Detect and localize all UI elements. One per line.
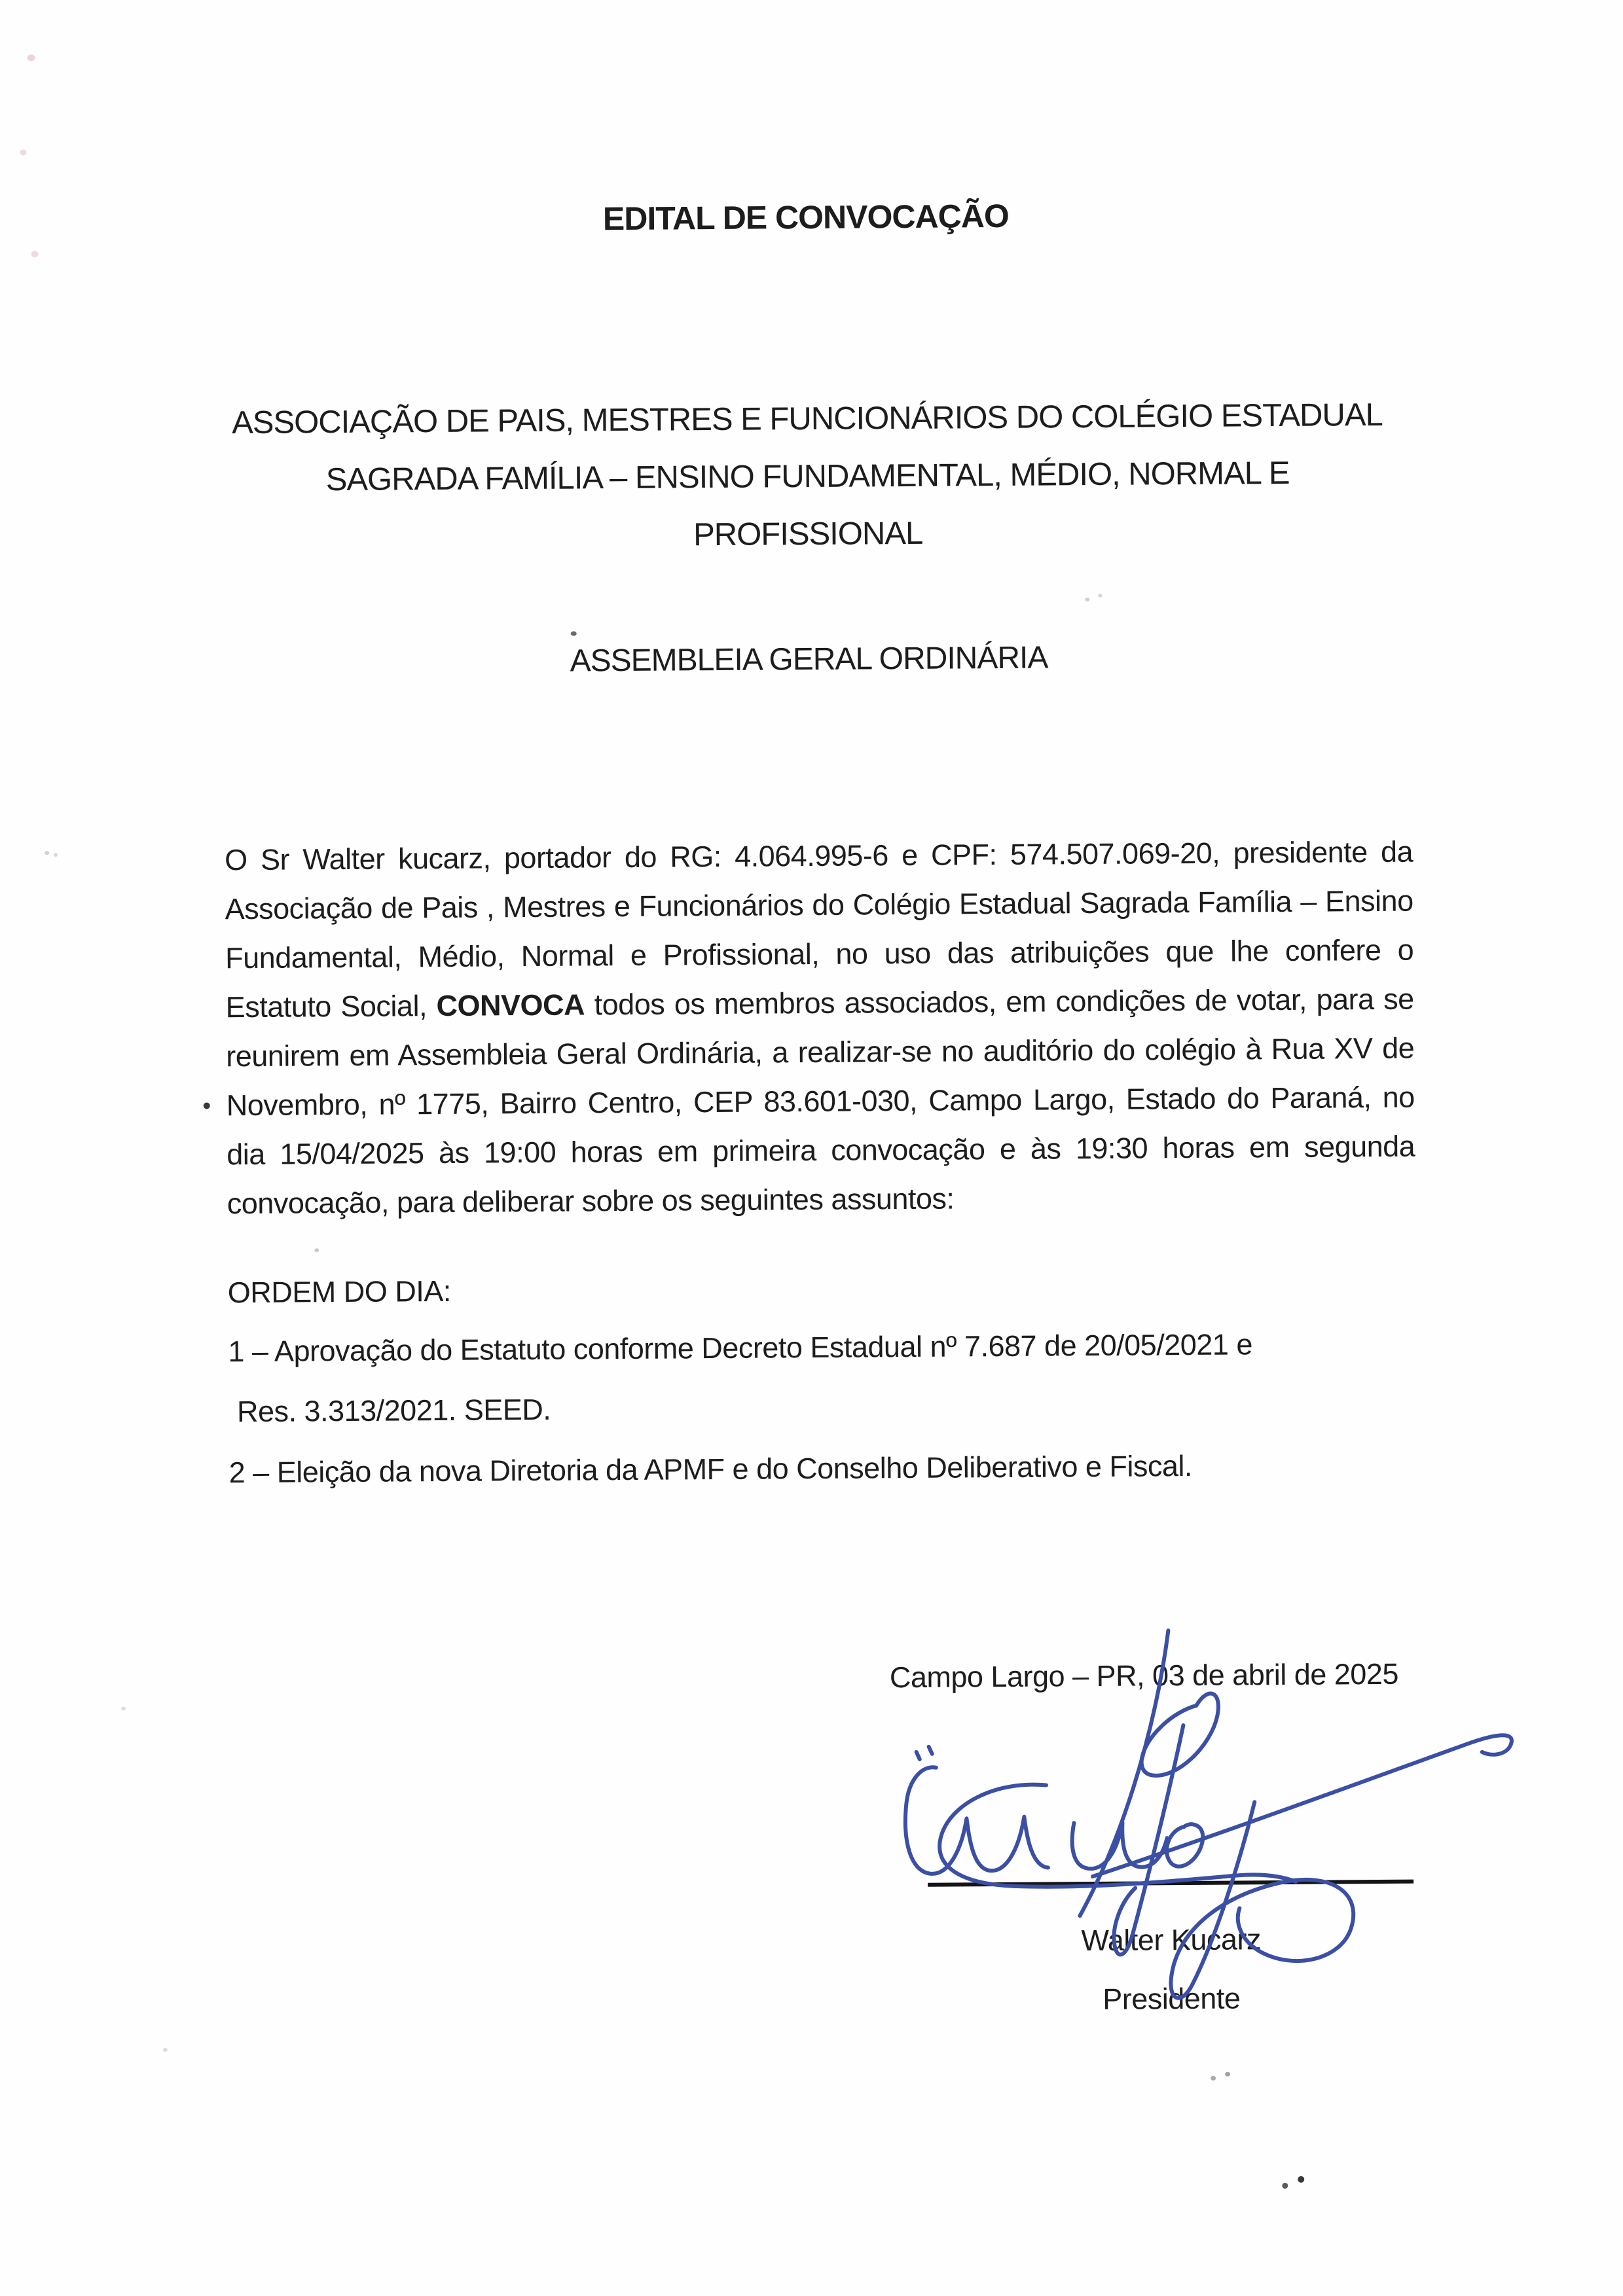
organization-name-line: PROFISSIONAL (693, 515, 923, 553)
agenda-item: Res. 3.313/2021. SEED. (236, 1392, 551, 1429)
document-title: EDITAL DE CONVOCAÇÃO (602, 197, 1009, 238)
meeting-type-heading: ASSEMBLEIA GERAL ORDINÁRIA (570, 640, 1048, 679)
scan-speck (20, 149, 27, 155)
paragraph-text: O Sr Walter kucarz, portador do RG: 4.064.995-6 e CPF: 574.507.069-20, presidente da Associação de Pais , Mestres e Funcionários do Colégio Estadual Sagrada Família – Ensino Fundamental, Médio, Normal e Profissional, no uso das atribuições que lhe confere o Estatuto Social, (224, 834, 1414, 1024)
signer-name: Walter Kucarz (1081, 1922, 1262, 1958)
signer-role: Presidente (1103, 1981, 1241, 2016)
date-line: Campo Largo – PR, 03 de abril de 2025 (889, 1657, 1399, 1695)
organization-name (0, 384, 1620, 568)
scan-speck (1085, 598, 1089, 601)
handwritten-signature-ink (842, 1592, 1552, 2042)
convoca-bold-word: CONVOCA (436, 988, 585, 1022)
scan-speck (54, 853, 58, 857)
paragraph-text: todos os membros associados, em condições de votar, para se reunirem em Assembleia Geral Ordinária, a realizar-se no auditório do colégio à Rua XV de Novembro, nº 1775, Bairro Centro, CEP 83.601-030, Campo Largo, Estado do Paraná, no dia 15/04/2025 às 19:00 horas em primeira convocação e às 19:30 horas em segunda convocação, para deliberar sobre os seguintes assuntos: (226, 982, 1415, 1221)
organization-name-line: ASSOCIAÇÃO DE PAIS, MESTRES E FUNCIONÁRIOS DO COLÉGIO ESTADUAL (231, 397, 1383, 441)
agenda-item: 2 – Eleição da nova Diretoria da APMF e do Conselho Deliberativo e Fiscal. (228, 1448, 1193, 1490)
scan-speck (163, 2048, 168, 2052)
scan-speck (1098, 594, 1102, 598)
scan-speck (1211, 2076, 1216, 2081)
scan-speck (27, 54, 35, 61)
scan-speck (31, 251, 39, 257)
convocation-paragraph (225, 827, 1415, 1229)
agenda-heading: ORDEM DO DIA: (227, 1274, 451, 1310)
scan-speck (1282, 2183, 1288, 2189)
scan-speck (571, 631, 577, 636)
scan-speck (1225, 2072, 1230, 2077)
agenda-item: 1 – Aprovação do Estatuto conforme Decreto Estadual nº 7.687 de 20/05/2021 e (228, 1327, 1253, 1369)
scan-speck (1298, 2176, 1304, 2183)
scan-speck (314, 1248, 319, 1252)
stray-bullet-mark (204, 1102, 210, 1109)
scan-speck (45, 851, 49, 855)
scan-speck (121, 1706, 126, 1710)
organization-name-line: SAGRADA FAMÍLIA – ENSINO FUNDAMENTAL, MÉDIO, NORMAL E (325, 455, 1290, 498)
